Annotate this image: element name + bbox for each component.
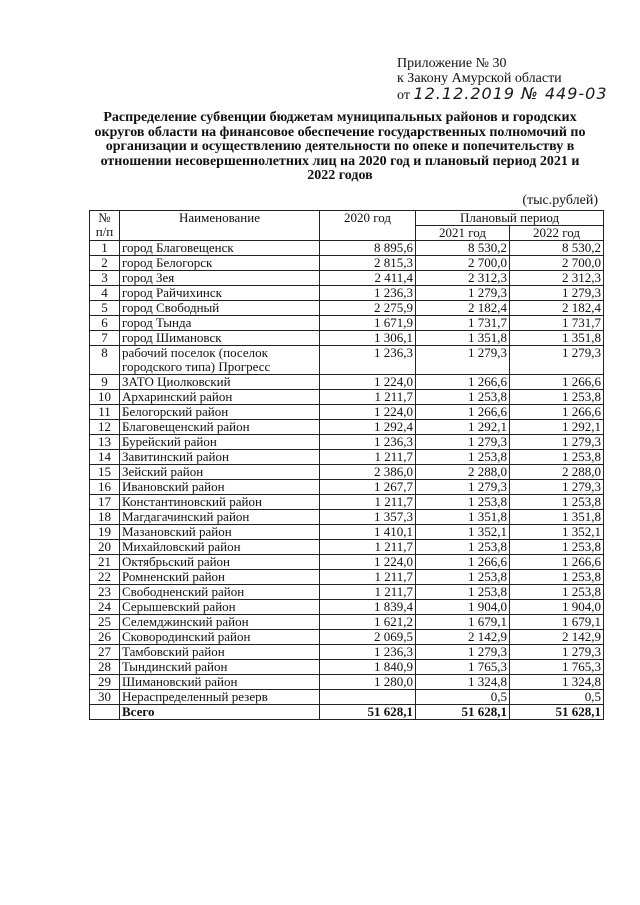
- table-row: [90, 690, 604, 705]
- row-value-2022: 1 904,0: [510, 600, 604, 615]
- header-planned-period: Плановый период: [416, 211, 604, 226]
- row-number: 26: [90, 630, 120, 645]
- row-value-2022: 2 312,3: [510, 271, 604, 286]
- row-value-2020: 1 839,4: [320, 600, 416, 615]
- row-number: 29: [90, 675, 120, 690]
- row-name: Мазановский район: [120, 525, 320, 540]
- table-row: [90, 510, 604, 525]
- row-value-2022: 1 279,3: [510, 286, 604, 301]
- row-name: Константиновский район: [120, 495, 320, 510]
- header-2022: 2022 год: [510, 226, 604, 241]
- row-number: 14: [90, 450, 120, 465]
- table-row: [90, 346, 604, 375]
- row-value-2020: 1 236,3: [320, 286, 416, 301]
- table-row: [90, 645, 604, 660]
- table-total-row: [90, 705, 604, 720]
- row-number: 25: [90, 615, 120, 630]
- row-value-2021: 1 279,3: [416, 346, 510, 375]
- table-row: [90, 450, 604, 465]
- appendix-date-prefix: от: [397, 88, 410, 103]
- row-value-2020: 1 211,7: [320, 570, 416, 585]
- row-value-2020: 2 386,0: [320, 465, 416, 480]
- row-name: Сковородинский район: [120, 630, 320, 645]
- table-row: [90, 241, 604, 256]
- row-value-2021: 2 182,4: [416, 301, 510, 316]
- row-name: Селемджинский район: [120, 615, 320, 630]
- row-value-2022: 2 288,0: [510, 465, 604, 480]
- row-value-2020: 1 236,3: [320, 435, 416, 450]
- row-value-2022: 1 351,8: [510, 331, 604, 346]
- row-name: рабочий поселок (поселок городского типа) Прогресс: [120, 346, 320, 375]
- row-number: 30: [90, 690, 120, 705]
- row-number: 8: [90, 346, 120, 375]
- header-2021: 2021 год: [416, 226, 510, 241]
- table-row: [90, 435, 604, 450]
- row-value-2020: 8 895,6: [320, 241, 416, 256]
- row-value-2021: 1 253,8: [416, 540, 510, 555]
- row-value-2022: 1 266,6: [510, 405, 604, 420]
- row-value-2021: 2 312,3: [416, 271, 510, 286]
- row-value-2022: 1 324,8: [510, 675, 604, 690]
- row-name: Шимановский район: [120, 675, 320, 690]
- table-row: [90, 570, 604, 585]
- row-name: Свободненский район: [120, 585, 320, 600]
- row-value-2022: 1 253,8: [510, 450, 604, 465]
- units-label: (тыс.рублей): [522, 193, 598, 208]
- row-value-2021: 1 279,3: [416, 645, 510, 660]
- row-value-2021: 1 292,1: [416, 420, 510, 435]
- row-value-2022: 2 700,0: [510, 256, 604, 271]
- row-name: Завитинский район: [120, 450, 320, 465]
- row-value-2020: 1 280,0: [320, 675, 416, 690]
- row-value-2022: 1 292,1: [510, 420, 604, 435]
- row-number: 12: [90, 420, 120, 435]
- row-name: Тамбовский район: [120, 645, 320, 660]
- row-value-2021: 1 266,6: [416, 375, 510, 390]
- row-value-2021: 2 142,9: [416, 630, 510, 645]
- row-name: город Тында: [120, 316, 320, 331]
- row-number: 6: [90, 316, 120, 331]
- row-number: 2: [90, 256, 120, 271]
- row-value-2022: 1 279,3: [510, 480, 604, 495]
- table-row: [90, 525, 604, 540]
- row-value-2022: 1 279,3: [510, 346, 604, 375]
- row-number: 22: [90, 570, 120, 585]
- row-number: 23: [90, 585, 120, 600]
- row-number: 19: [90, 525, 120, 540]
- row-value-2021: 0,5: [416, 690, 510, 705]
- table-row: [90, 660, 604, 675]
- appendix-line2: к Закону Амурской области: [397, 71, 562, 86]
- row-value-2020: 1 306,1: [320, 331, 416, 346]
- row-number: 21: [90, 555, 120, 570]
- row-value-2020: 1 267,7: [320, 480, 416, 495]
- row-value-2020: 1 292,4: [320, 420, 416, 435]
- row-value-2020: 1 236,3: [320, 346, 416, 375]
- table-row: [90, 585, 604, 600]
- row-number: 1: [90, 241, 120, 256]
- row-value-2020: 1 211,7: [320, 450, 416, 465]
- row-number: 15: [90, 465, 120, 480]
- row-value-2021: 1 324,8: [416, 675, 510, 690]
- row-value-2020: 1 211,7: [320, 495, 416, 510]
- row-value-2021: 1 253,8: [416, 495, 510, 510]
- row-value-2022: 1 765,3: [510, 660, 604, 675]
- row-value-2022: 2 142,9: [510, 630, 604, 645]
- row-name: Октябрьский район: [120, 555, 320, 570]
- row-name: Ивановский район: [120, 480, 320, 495]
- row-name: город Шимановск: [120, 331, 320, 346]
- row-value-2020: 2 275,9: [320, 301, 416, 316]
- row-number: 18: [90, 510, 120, 525]
- row-value-2022: 1 253,8: [510, 570, 604, 585]
- row-value-2020: 1 410,1: [320, 525, 416, 540]
- row-number: 5: [90, 301, 120, 316]
- row-value-2020: 1 840,9: [320, 660, 416, 675]
- row-name: Благовещенский район: [120, 420, 320, 435]
- row-name: город Белогорск: [120, 256, 320, 271]
- row-value-2020: [320, 690, 416, 705]
- table-row: [90, 331, 604, 346]
- row-name: ЗАТО Циолковский: [120, 375, 320, 390]
- row-value-2021: 1 731,7: [416, 316, 510, 331]
- row-value-2021: 2 288,0: [416, 465, 510, 480]
- row-value-2021: 1 253,8: [416, 390, 510, 405]
- row-value-2021: 1 765,3: [416, 660, 510, 675]
- row-number: 13: [90, 435, 120, 450]
- table-row: [90, 375, 604, 390]
- row-name: Серышевский район: [120, 600, 320, 615]
- table-row: [90, 615, 604, 630]
- row-value-2020: 1 211,7: [320, 585, 416, 600]
- row-name: Тындинский район: [120, 660, 320, 675]
- table-row: [90, 675, 604, 690]
- row-value-2020: 1 224,0: [320, 405, 416, 420]
- row-value-2021: 1 679,1: [416, 615, 510, 630]
- row-value-2020: 2 815,3: [320, 256, 416, 271]
- row-value-2020: 1 211,7: [320, 540, 416, 555]
- row-value-2021: 1 253,8: [416, 585, 510, 600]
- row-value-2022: 1 731,7: [510, 316, 604, 331]
- total-value-2022: 51 628,1: [510, 705, 604, 720]
- appendix-line1: Приложение № 30: [397, 56, 507, 71]
- table-row: [90, 286, 604, 301]
- row-name: Зейский район: [120, 465, 320, 480]
- row-name: город Райчихинск: [120, 286, 320, 301]
- table-row: [90, 630, 604, 645]
- total-num: [90, 705, 120, 720]
- table-row: [90, 495, 604, 510]
- row-value-2022: 1 253,8: [510, 540, 604, 555]
- row-number: 27: [90, 645, 120, 660]
- total-value-2020: 51 628,1: [320, 705, 416, 720]
- row-value-2020: 1 357,3: [320, 510, 416, 525]
- row-value-2022: 1 253,8: [510, 390, 604, 405]
- row-value-2021: 1 352,1: [416, 525, 510, 540]
- row-value-2021: 1 266,6: [416, 405, 510, 420]
- row-name: Ромненский район: [120, 570, 320, 585]
- table-row: [90, 271, 604, 286]
- row-value-2020: 1 621,2: [320, 615, 416, 630]
- row-number: 17: [90, 495, 120, 510]
- table-body: [90, 241, 604, 720]
- row-value-2022: 1 351,8: [510, 510, 604, 525]
- row-number: 16: [90, 480, 120, 495]
- header-name: Наименование: [120, 211, 320, 241]
- row-name: Михайловский район: [120, 540, 320, 555]
- appendix-block: [397, 56, 608, 103]
- total-value-2021: 51 628,1: [416, 705, 510, 720]
- row-value-2021: 1 266,6: [416, 555, 510, 570]
- row-value-2020: 1 224,0: [320, 375, 416, 390]
- row-value-2021: 2 700,0: [416, 256, 510, 271]
- row-number: 20: [90, 540, 120, 555]
- row-value-2020: 1 211,7: [320, 390, 416, 405]
- row-number: 11: [90, 405, 120, 420]
- row-value-2022: 1 679,1: [510, 615, 604, 630]
- row-value-2021: 1 253,8: [416, 450, 510, 465]
- row-value-2021: 1 279,3: [416, 286, 510, 301]
- total-label: Всего: [120, 705, 320, 720]
- table-row: [90, 480, 604, 495]
- row-name: город Свободный: [120, 301, 320, 316]
- row-value-2022: 1 279,3: [510, 645, 604, 660]
- row-value-2022: 0,5: [510, 690, 604, 705]
- subvention-table: [89, 210, 604, 720]
- header-2020: 2020 год: [320, 211, 416, 241]
- table-row: [90, 256, 604, 271]
- row-value-2020: 1 236,3: [320, 645, 416, 660]
- row-name: город Зея: [120, 271, 320, 286]
- row-number: 9: [90, 375, 120, 390]
- row-value-2022: 1 279,3: [510, 435, 604, 450]
- row-value-2021: 1 253,8: [416, 570, 510, 585]
- row-number: 4: [90, 286, 120, 301]
- row-name: Белогорский район: [120, 405, 320, 420]
- row-name: Архаринский район: [120, 390, 320, 405]
- row-number: 10: [90, 390, 120, 405]
- row-value-2021: 8 530,2: [416, 241, 510, 256]
- table-row: [90, 540, 604, 555]
- row-value-2022: 1 253,8: [510, 585, 604, 600]
- header-num: № п/п: [90, 211, 120, 241]
- row-value-2020: 1 671,9: [320, 316, 416, 331]
- row-value-2022: 8 530,2: [510, 241, 604, 256]
- row-value-2022: 1 352,1: [510, 525, 604, 540]
- row-value-2022: 1 266,6: [510, 555, 604, 570]
- table-row: [90, 301, 604, 316]
- table-row: [90, 405, 604, 420]
- row-number: 24: [90, 600, 120, 615]
- row-value-2022: 1 253,8: [510, 495, 604, 510]
- document-title: Распределение субвенции бюджетам муниципальных районов и городских округов области на финансовое обеспечение государственных полномочий по организации и осуществлению деятельности по опеке и попечительству в отношении несовершеннолетних лиц на 2020 год и плановый период 2021 и 2022 годов: [94, 110, 586, 183]
- row-value-2020: 2 411,4: [320, 271, 416, 286]
- row-value-2021: 1 279,3: [416, 435, 510, 450]
- table-row: [90, 390, 604, 405]
- row-value-2020: 1 224,0: [320, 555, 416, 570]
- row-name: Нераспределенный резерв: [120, 690, 320, 705]
- appendix-line3: [397, 86, 608, 103]
- row-value-2022: 1 266,6: [510, 375, 604, 390]
- row-name: Бурейский район: [120, 435, 320, 450]
- row-number: 7: [90, 331, 120, 346]
- table-row: [90, 465, 604, 480]
- row-value-2021: 1 904,0: [416, 600, 510, 615]
- table-row: [90, 420, 604, 435]
- row-value-2021: 1 279,3: [416, 480, 510, 495]
- row-value-2022: 2 182,4: [510, 301, 604, 316]
- row-number: 28: [90, 660, 120, 675]
- table-row: [90, 316, 604, 331]
- row-name: Магдагачинский район: [120, 510, 320, 525]
- table-row: [90, 555, 604, 570]
- row-number: 3: [90, 271, 120, 286]
- table-row: [90, 600, 604, 615]
- row-name: город Благовещенск: [120, 241, 320, 256]
- row-value-2021: 1 351,8: [416, 510, 510, 525]
- row-value-2021: 1 351,8: [416, 331, 510, 346]
- row-value-2020: 2 069,5: [320, 630, 416, 645]
- handwritten-date-number: 12.12.2019 № 449-03: [413, 84, 608, 103]
